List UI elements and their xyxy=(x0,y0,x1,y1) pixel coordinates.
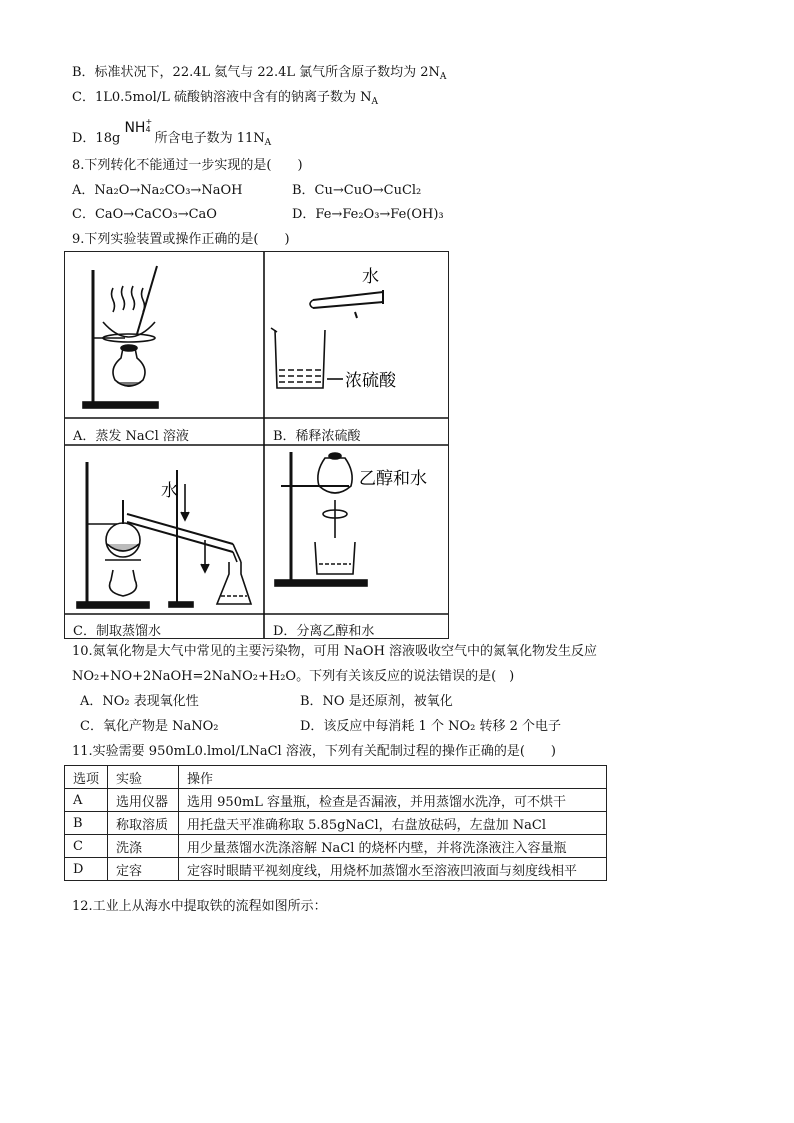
row-a-experiment: 选用仪器 xyxy=(108,789,179,812)
table-row xyxy=(65,835,607,858)
caption-a: A．蒸发 NaCl 溶液 xyxy=(73,429,189,444)
q8-option-d: D．Fe→Fe₂O₃→Fe(OH)₃ xyxy=(292,207,444,222)
header-option: 选项 xyxy=(65,766,108,789)
apparatus-drawings xyxy=(65,252,448,638)
table-header-row xyxy=(65,766,607,789)
q10-stem-line2: NO₂+NO+2NaOH=2NaNO₂+H₂O。下列有关该反应的说法错误的是( ) xyxy=(72,669,515,684)
row-c-option: C xyxy=(65,835,108,858)
q7-option-d-post: 所含电子数为 11N xyxy=(154,131,265,146)
caption-b: B．稀释浓硫酸 xyxy=(273,429,361,444)
ammonium-formula xyxy=(124,117,153,136)
row-d-option: D xyxy=(65,858,108,881)
row-d-experiment: 定容 xyxy=(108,858,179,881)
table-row xyxy=(65,789,607,812)
header-operation: 操作 xyxy=(179,766,607,789)
q7-option-d xyxy=(72,117,272,152)
row-c-experiment: 洗涤 xyxy=(108,835,179,858)
q7-option-c xyxy=(72,89,378,111)
q12-stem: 12.工业上从海水中提取铁的流程如图所示： xyxy=(72,899,327,914)
q10-option-b: B．NO 是还原剂，被氧化 xyxy=(300,694,453,709)
evaporation-apparatus xyxy=(83,266,158,408)
q7-option-d-pre: D．18g xyxy=(72,131,121,146)
separating-funnel-apparatus xyxy=(275,452,367,586)
table-row xyxy=(65,812,607,835)
header-experiment: 实验 xyxy=(108,766,179,789)
label-water-b: 水 xyxy=(362,267,379,287)
q8-stem: 8.下列转化不能通过一步实现的是( ) xyxy=(72,158,303,173)
q10-stem-line1: 10.氮氧化物是大气中常见的主要污染物，可用 NaOH 溶液吸收空气中的氮氧化物发生反应 xyxy=(72,644,598,659)
q10-option-c: C．氧化产物是 NaNO₂ xyxy=(80,719,219,734)
row-d-operation: 定容时眼睛平视刻度线，用烧杯加蒸馏水至溶液凹液面与刻度线相平 xyxy=(179,858,607,881)
table-row xyxy=(65,858,607,881)
q9-apparatus-figure xyxy=(64,251,449,639)
ammonium-symbol: NH xyxy=(124,120,146,136)
label-conc-sulfuric-acid: 浓硫酸 xyxy=(345,371,396,391)
row-a-option: A xyxy=(65,789,108,812)
label-water-c: 水 xyxy=(161,481,178,501)
caption-c: C．制取蒸馏水 xyxy=(73,624,161,639)
q8-option-b: B．Cu→CuO→CuCl₂ xyxy=(292,183,422,198)
q7-option-c-text: C．1L0.5mol/L 硫酸钠溶液中含有的钠离子数为 N xyxy=(72,90,372,105)
row-b-operation: 用托盘天平准确称取 5.85gNaCl，右盘放砝码，左盘加 NaCl xyxy=(179,812,607,835)
q8-option-a: A．Na₂O→Na₂CO₃→NaOH xyxy=(72,183,243,198)
caption-d: D．分离乙醇和水 xyxy=(273,624,375,639)
row-a-operation: 选用 950mL 容量瓶，检查是否漏液，并用蒸馏水洗净，可不烘干 xyxy=(179,789,607,812)
ammonium-charge: + xyxy=(145,117,153,126)
q11-options-table xyxy=(64,765,607,881)
q7-option-b xyxy=(72,64,446,86)
q7-option-b-text: B．标准状况下，22.4L 氦气与 22.4L 氯气所含原子数均为 2N xyxy=(72,65,440,80)
row-b-experiment: 称取溶质 xyxy=(108,812,179,835)
q10-option-a: A．NO₂ 表现氧化性 xyxy=(80,694,199,709)
row-c-operation: 用少量蒸馏水洗涤溶解 NaCl 的烧杯内壁，并将洗涤液注入容量瓶 xyxy=(179,835,607,858)
q7-option-d-sub: A xyxy=(264,138,272,148)
q7-option-b-sub: A xyxy=(439,72,447,82)
q8-option-c: C．CaO→CaCO₃→CaO xyxy=(72,207,217,222)
row-b-option: B xyxy=(65,812,108,835)
q9-stem: 9.下列实验装置或操作正确的是( ) xyxy=(72,232,290,247)
label-ethanol-water: 乙醇和水 xyxy=(359,469,427,489)
ammonium-subscript: 4 xyxy=(145,125,151,134)
q11-stem: 11.实验需要 950mL0.lmol/LNaCl 溶液，下列有关配制过程的操作正确的是( ) xyxy=(72,744,556,759)
q10-option-d: D．该反应中每消耗 1 个 NO₂ 转移 2 个电子 xyxy=(300,719,562,734)
q7-option-c-sub: A xyxy=(371,97,378,107)
